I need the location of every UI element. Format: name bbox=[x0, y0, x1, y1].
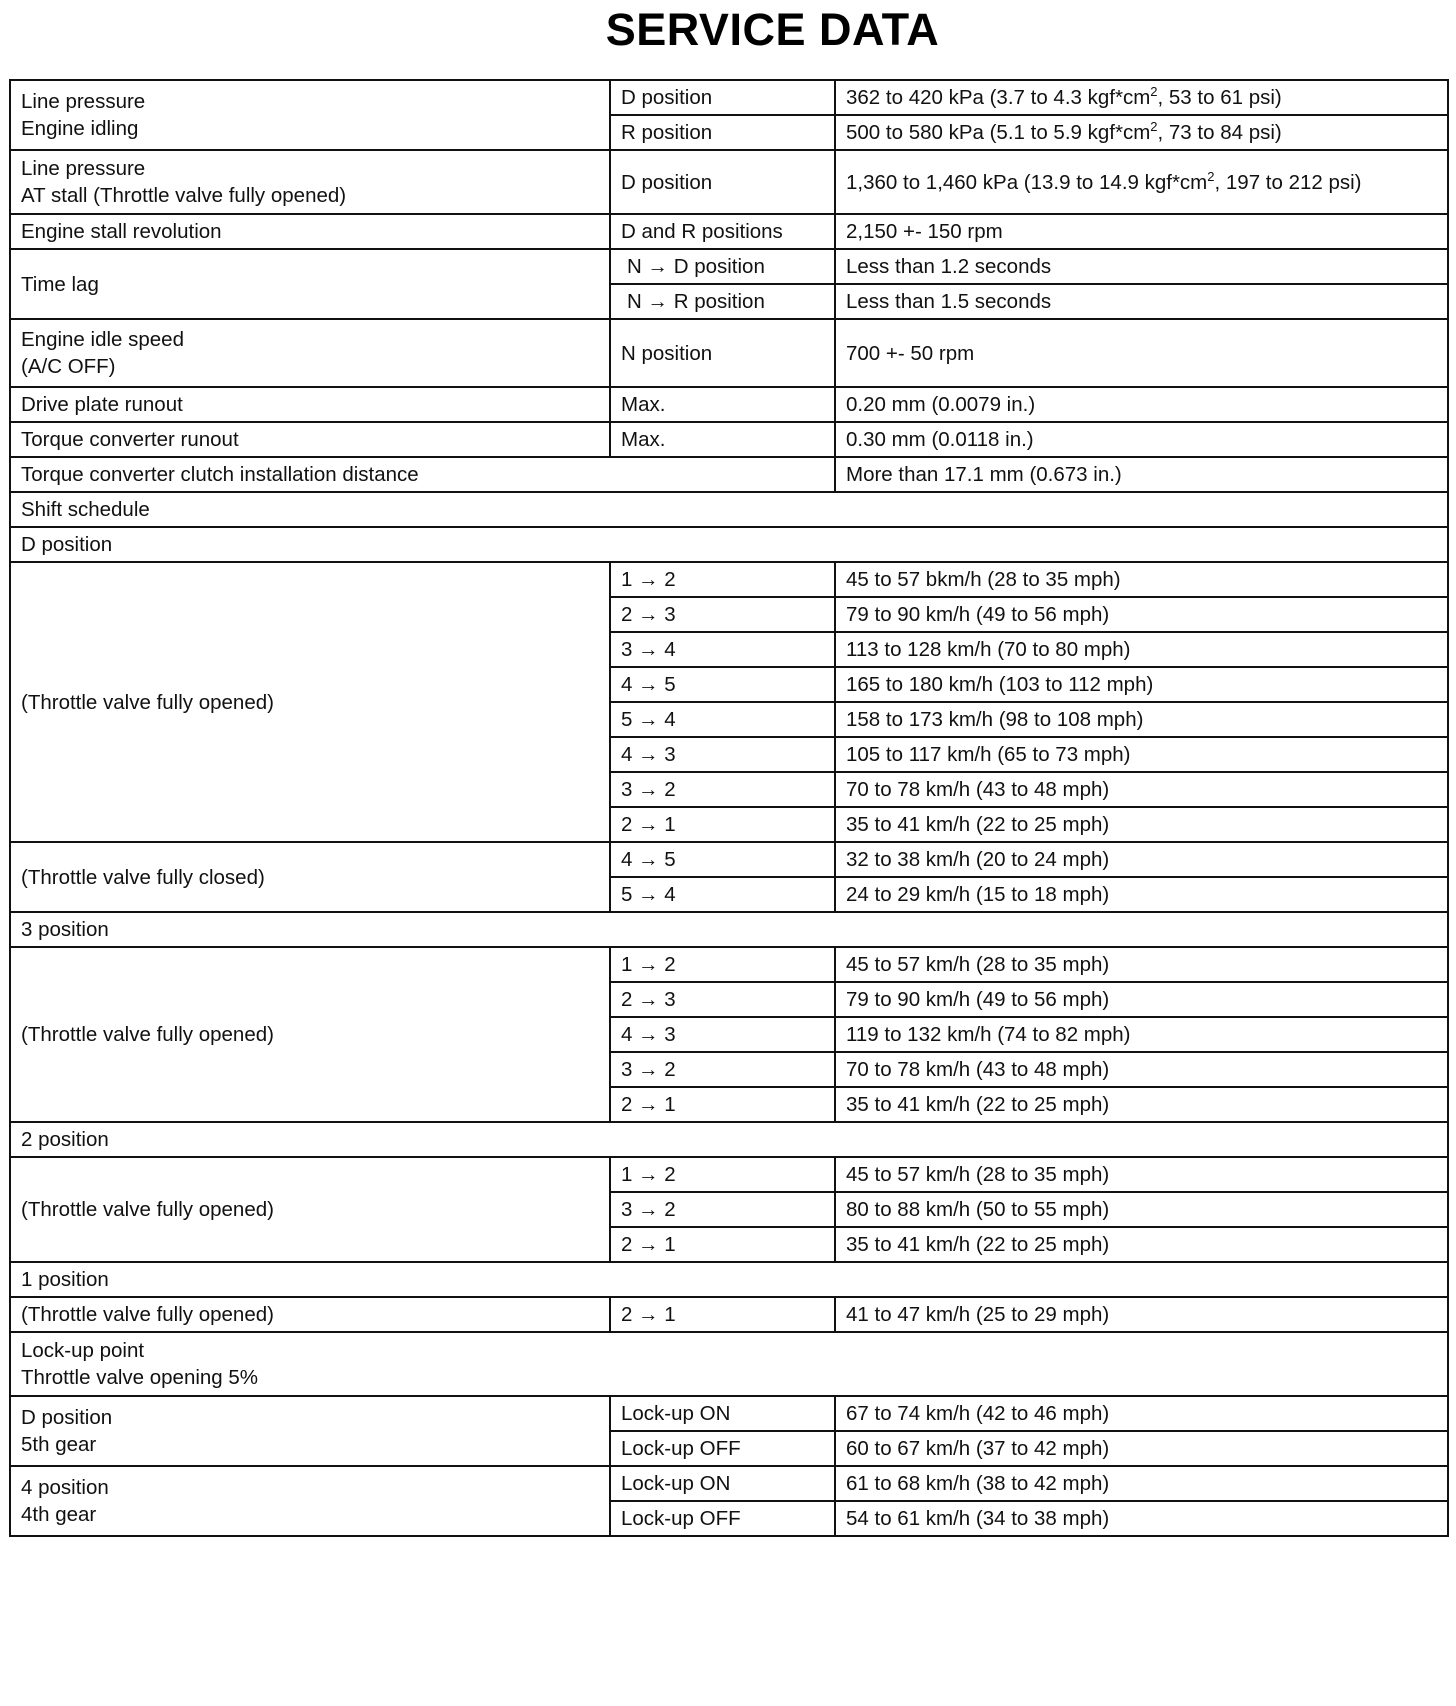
speed-cell: 24 to 29 km/h (15 to 18 mph) bbox=[835, 877, 1448, 912]
group-label-cell: (Throttle valve fully opened) bbox=[10, 1157, 610, 1262]
condition-cell: Max. bbox=[610, 387, 835, 422]
shift-cell: 3 → 2 bbox=[610, 1052, 835, 1087]
item-cell: Torque converter clutch installation distance bbox=[10, 457, 835, 492]
speed-cell: 80 to 88 km/h (50 to 55 mph) bbox=[835, 1192, 1448, 1227]
table-row bbox=[10, 249, 1448, 284]
section-heading: 3 position bbox=[10, 912, 1448, 947]
value-cell: 0.30 mm (0.0118 in.) bbox=[835, 422, 1448, 457]
speed-cell: 79 to 90 km/h (49 to 56 mph) bbox=[835, 982, 1448, 1017]
table-row bbox=[10, 1157, 1448, 1192]
table-row bbox=[10, 562, 1448, 597]
section-row bbox=[10, 1332, 1448, 1396]
table-row bbox=[10, 214, 1448, 249]
shift-cell: 4 → 3 bbox=[610, 737, 835, 772]
shift-cell: 2 → 1 bbox=[610, 1087, 835, 1122]
section-heading: D position bbox=[10, 527, 1448, 562]
table-row bbox=[10, 1297, 1448, 1332]
value-cell: 700 +- 50 rpm bbox=[835, 319, 1448, 387]
speed-cell: 35 to 41 km/h (22 to 25 mph) bbox=[835, 807, 1448, 842]
shift-cell: 2 → 1 bbox=[610, 1297, 835, 1332]
speed-cell: 79 to 90 km/h (49 to 56 mph) bbox=[835, 597, 1448, 632]
page-title: SERVICE DATA bbox=[605, 4, 940, 55]
table-row bbox=[10, 319, 1448, 387]
shift-cell: 2 → 1 bbox=[610, 807, 835, 842]
speed-cell: 45 to 57 km/h (28 to 35 mph) bbox=[835, 1157, 1448, 1192]
section-heading: Lock-up point Throttle valve opening 5% bbox=[10, 1332, 1448, 1396]
table-row bbox=[10, 150, 1448, 214]
shift-cell: 1 → 2 bbox=[610, 1157, 835, 1192]
value-cell: 61 to 68 km/h (38 to 42 mph) bbox=[835, 1466, 1448, 1501]
condition-cell: N → D position bbox=[610, 249, 835, 284]
speed-cell: 113 to 128 km/h (70 to 80 mph) bbox=[835, 632, 1448, 667]
item-label: Engine idling bbox=[21, 117, 139, 140]
value-cell: More than 17.1 mm (0.673 in.) bbox=[835, 457, 1448, 492]
item-cell: 4 position 4th gear bbox=[10, 1466, 610, 1536]
value-cell: 54 to 61 km/h (34 to 38 mph) bbox=[835, 1501, 1448, 1536]
speed-cell: 70 to 78 km/h (43 to 48 mph) bbox=[835, 772, 1448, 807]
condition-cell: N → R position bbox=[610, 284, 835, 319]
3-position-opened-group bbox=[10, 947, 1448, 1122]
value-cell: 67 to 74 km/h (42 to 46 mph) bbox=[835, 1396, 1448, 1431]
condition-cell: R position bbox=[610, 115, 835, 150]
shift-cell: 1 → 2 bbox=[610, 947, 835, 982]
condition-cell: N position bbox=[610, 319, 835, 387]
item-cell: Time lag bbox=[10, 249, 610, 319]
d-position-opened-group bbox=[10, 562, 1448, 842]
value-cell: 2,150 +- 150 rpm bbox=[835, 214, 1448, 249]
value-cell: 362 to 420 kPa (3.7 to 4.3 $kgf*cm^2$, 53 to 61 psi) bbox=[835, 80, 1448, 115]
speed-cell: 165 to 180 km/h (103 to 112 mph) bbox=[835, 667, 1448, 702]
table-row bbox=[10, 80, 1448, 115]
speed-cell: 45 to 57 km/h (28 to 35 mph) bbox=[835, 947, 1448, 982]
speed-cell: 41 to 47 km/h (25 to 29 mph) bbox=[835, 1297, 1448, 1332]
speed-cell: 35 to 41 km/h (22 to 25 mph) bbox=[835, 1087, 1448, 1122]
section-row bbox=[10, 527, 1448, 562]
table-row bbox=[10, 1466, 1448, 1501]
item-cell: Engine idle speed (A/C OFF) bbox=[10, 319, 610, 387]
condition-cell: Lock-up ON bbox=[610, 1466, 835, 1501]
group-label-cell: (Throttle valve fully opened) bbox=[10, 562, 610, 842]
condition-cell: Max. bbox=[610, 422, 835, 457]
value-cell: 500 to 580 kPa (5.1 to 5.9 $kgf*cm^2$, 73 to 84 psi) bbox=[835, 115, 1448, 150]
item-cell: Engine stall revolution bbox=[10, 214, 610, 249]
speed-cell: 70 to 78 km/h (43 to 48 mph) bbox=[835, 1052, 1448, 1087]
condition-cell: D and R positions bbox=[610, 214, 835, 249]
value-cell: Less than 1.5 seconds bbox=[835, 284, 1448, 319]
item-cell: Drive plate runout bbox=[10, 387, 610, 422]
2-position-opened-group bbox=[10, 1157, 1448, 1262]
item-cell: Line pressure AT stall (Throttle valve fully opened) bbox=[10, 150, 610, 214]
shift-cell: 4 → 5 bbox=[610, 667, 835, 702]
section-row bbox=[10, 912, 1448, 947]
shift-cell: 3 → 2 bbox=[610, 1192, 835, 1227]
table-row bbox=[10, 842, 1448, 877]
condition-cell: Lock-up OFF bbox=[610, 1501, 835, 1536]
shift-cell: 4 → 5 bbox=[610, 842, 835, 877]
d-position-closed-group bbox=[10, 842, 1448, 912]
shift-cell: 2 → 1 bbox=[610, 1227, 835, 1262]
condition-cell: Lock-up ON bbox=[610, 1396, 835, 1431]
shift-cell: 5 → 4 bbox=[610, 877, 835, 912]
value-cell: Less than 1.2 seconds bbox=[835, 249, 1448, 284]
item-cell: (Throttle valve fully opened) bbox=[10, 1297, 610, 1332]
value-cell: 60 to 67 km/h (37 to 42 mph) bbox=[835, 1431, 1448, 1466]
section-heading: 2 position bbox=[10, 1122, 1448, 1157]
value-cell: 0.20 mm (0.0079 in.) bbox=[835, 387, 1448, 422]
section-heading: 1 position bbox=[10, 1262, 1448, 1297]
group-label-cell: (Throttle valve fully opened) bbox=[10, 947, 610, 1122]
item-cell: Torque converter runout bbox=[10, 422, 610, 457]
speed-cell: 32 to 38 km/h (20 to 24 mph) bbox=[835, 842, 1448, 877]
table-row bbox=[10, 422, 1448, 457]
service-data-table bbox=[9, 79, 1449, 1537]
item-cell bbox=[10, 80, 610, 150]
condition-cell: D position bbox=[610, 80, 835, 115]
section-row bbox=[10, 492, 1448, 527]
group-label-cell: (Throttle valve fully closed) bbox=[10, 842, 610, 912]
section-heading: Shift schedule bbox=[10, 492, 1448, 527]
table-row bbox=[10, 457, 1448, 492]
speed-cell: 105 to 117 km/h (65 to 73 mph) bbox=[835, 737, 1448, 772]
section-row bbox=[10, 1262, 1448, 1297]
table-row bbox=[10, 1396, 1448, 1431]
table-row bbox=[10, 387, 1448, 422]
value-cell: 1,360 to 1,460 kPa (13.9 to 14.9 $kgf*cm^2$, 197 to 212 psi) bbox=[835, 150, 1448, 214]
speed-cell: 158 to 173 km/h (98 to 108 mph) bbox=[835, 702, 1448, 737]
item-label: Line pressure bbox=[21, 90, 146, 113]
shift-cell: 4 → 3 bbox=[610, 1017, 835, 1052]
speed-cell: 45 to 57 bkm/h (28 to 35 mph) bbox=[835, 562, 1448, 597]
shift-cell: 3 → 2 bbox=[610, 772, 835, 807]
shift-cell: 2 → 3 bbox=[610, 982, 835, 1017]
shift-cell: 3 → 4 bbox=[610, 632, 835, 667]
shift-cell: 1 → 2 bbox=[610, 562, 835, 597]
shift-cell: 5 → 4 bbox=[610, 702, 835, 737]
speed-cell: 119 to 132 km/h (74 to 82 mph) bbox=[835, 1017, 1448, 1052]
condition-cell: D position bbox=[610, 150, 835, 214]
section-row bbox=[10, 1122, 1448, 1157]
item-cell: D position 5th gear bbox=[10, 1396, 610, 1466]
condition-cell: Lock-up OFF bbox=[610, 1431, 835, 1466]
speed-cell: 35 to 41 km/h (22 to 25 mph) bbox=[835, 1227, 1448, 1262]
table-row bbox=[10, 947, 1448, 982]
shift-cell: 2 → 3 bbox=[610, 597, 835, 632]
